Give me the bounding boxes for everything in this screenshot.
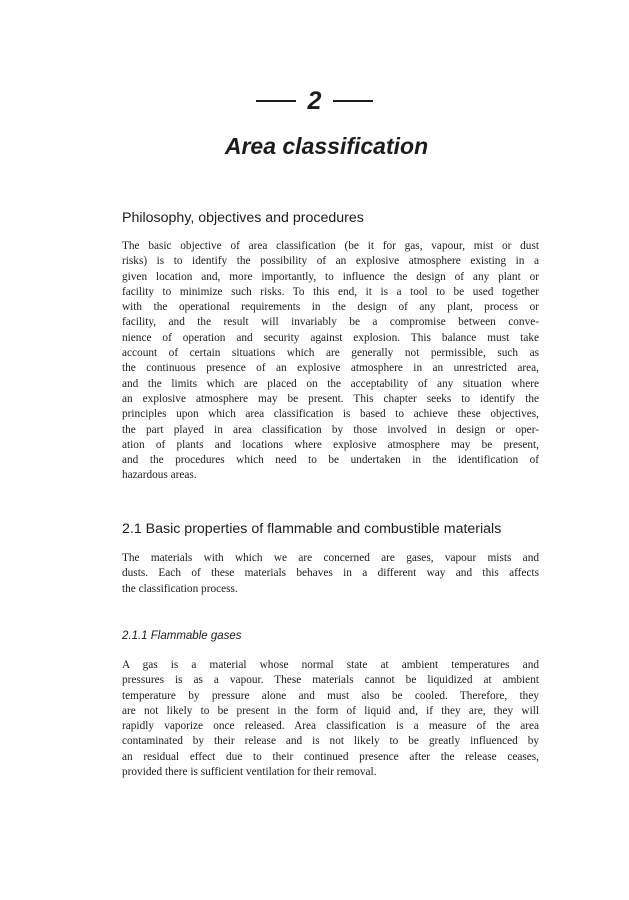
text-line: temperature by pressure alone and must also be cooled. Therefore, they [122, 689, 539, 702]
text-line: the part played in area classification by those involved in design or oper- [122, 423, 539, 436]
text-line: pressures is as a vapour. These materials cannot be liquidized at ambient [122, 674, 539, 687]
section-heading-basic-properties: 2.1 Basic properties of flammable and combustible materials [122, 521, 502, 537]
text-line: provided there is sufficient ventilation for their removal. [122, 766, 377, 779]
text-line: rapidly vaporize once released. Area classification is a measure of the area [122, 720, 539, 733]
text-line: with the operational requirements in the design of any plant, process or [122, 301, 539, 314]
subsection-heading-flammable-gases: 2.1.1 Flammable gases [122, 630, 242, 642]
text-line: hazardous areas. [122, 469, 197, 482]
text-line: and the procedures which need to be undertaken in the identification of [122, 454, 539, 467]
text-line: The materials with which we are concerned are gases, vapour mists and [122, 552, 539, 564]
chapter-number-text: 2 [307, 87, 322, 115]
text-line: principles upon which area classification is based to achieve these objectives, [122, 408, 539, 421]
text-line: the continuous presence of an explosive atmosphere in an unrestricted area, [122, 362, 539, 375]
chapter-number [0, 86, 629, 116]
text-line: The basic objective of area classification (be it for gas, vapour, mist or dust [122, 240, 539, 252]
paragraph-materials [122, 551, 539, 597]
text-line: facility to minimize such risks. To this end, it is a tool to be used together [122, 285, 539, 298]
text-line: are not likely to be present in the form of liquid and, if they are, they will [122, 704, 539, 717]
text-line: an explosive atmosphere may be present. This chapter seeks to identify the [122, 392, 539, 405]
text-line: account of certain situations which are generally not permissible, such as [122, 347, 539, 360]
text-line: and the limits which are placed on the acceptability of any situation where [122, 377, 539, 390]
text-line: risks) is to identify the possibility of an explosive atmosphere existing in a [122, 255, 539, 268]
text-line: nience of operation and security against explosion. This balance must take [122, 331, 539, 344]
text-line: dusts. Each of these materials behaves in a different way and this affects [122, 567, 539, 580]
paragraph-philosophy [122, 239, 539, 484]
text-line: given location and, more importantly, to influence the design of any plant or [122, 270, 539, 283]
paragraph-flammable-gases [122, 658, 539, 780]
text-line: the classification process. [122, 582, 238, 595]
chapter-rule-right [333, 100, 373, 102]
text-line: contaminated by their release and is not likely to be greatly influenced by [122, 735, 539, 748]
text-line: facility, and the result will invariably be a compromise between conve- [122, 316, 539, 329]
text-line: ation of plants and locations where explosive atmosphere may be present, [122, 438, 539, 451]
text-line: an residual effect due to their continued presence after the release ceases, [122, 750, 539, 763]
section-heading-philosophy: Philosophy, objectives and procedures [122, 210, 364, 226]
chapter-title: Area classification [224, 133, 429, 159]
chapter-rule-left [256, 100, 296, 102]
text-line: A gas is a material whose normal state at ambient temperatures and [122, 659, 539, 671]
